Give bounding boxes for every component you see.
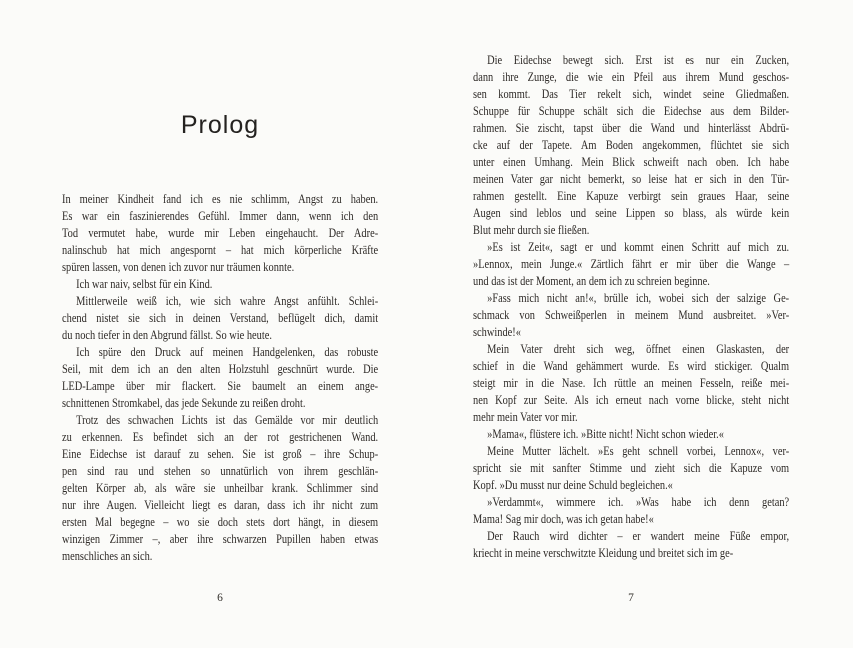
text-line: rahmen gestellt. Eine Kapuze verbirgt sein graues Haar, seine xyxy=(473,189,790,203)
paragraph xyxy=(62,344,378,412)
right-page-number: 7 xyxy=(628,592,634,604)
text-line: dann ihre Zunge, die wie ein Pfeil aus ihrem Mund geschos- xyxy=(473,70,790,84)
text-line: zu erkennen. Es befindet sich an der rot gestrichenen Wand. xyxy=(62,430,379,444)
text-line: ersten Mal begegne – wo sie doch stets dort hängt, in diesem xyxy=(62,515,379,529)
text-line: winzigen Zimmer –, aber ihre schwarzen Pupillen haben etwas xyxy=(62,532,379,546)
text-line: pen sind rau und stehen so unnatürlich von ihrem geschlän- xyxy=(62,464,379,478)
text-line: Augen sind leblos und seine Lippen so blass, als würde kein xyxy=(473,206,790,220)
paragraph xyxy=(473,494,789,528)
text-line: Kopf. »Du musst nur deine Schuld begleichen.« xyxy=(473,478,673,492)
text-line: Ich war naiv, selbst für ein Kind. xyxy=(76,277,213,291)
text-line: und das ist der Moment, an dem ich zu schreien beginne. xyxy=(473,274,710,288)
paragraph xyxy=(473,443,789,494)
text-line: meinen Vater gar nicht bemerkt, so leise hat er sich in den Tür- xyxy=(473,172,790,186)
paragraph xyxy=(62,191,378,276)
text-line: kriecht in meine verschwitzte Kleidung und breitet sich im ge- xyxy=(473,546,734,560)
text-line: Mittlerweile weiß ich, wie sich wahre Angst anfühlt. Schlei- xyxy=(76,294,379,308)
chapter-heading: Prolog xyxy=(180,111,260,139)
text-line: Eine Eidechse ist darauf zu sehen. Sie ist groß – ihre Schup- xyxy=(62,447,379,461)
text-line: Tod vermutet habe, wurde mir Leben eingehaucht. Der Adre- xyxy=(62,226,379,240)
text-line: Ich spüre den Druck auf meinen Handgelenken, das robuste xyxy=(76,345,379,359)
text-line: LED-Lampe über mir flackert. Sie baumelt an einem ange- xyxy=(62,379,379,393)
right-page-text xyxy=(473,52,789,562)
text-line: nalinschub hat mich angespornt – hat mich körperliche Kräfte xyxy=(62,243,379,257)
paragraph xyxy=(473,52,789,239)
page-right xyxy=(473,0,789,648)
text-line: spricht sie mit sanfter Stimme und zieht sich die Kapuze vom xyxy=(473,461,790,475)
paragraph xyxy=(473,426,789,443)
text-line: menschliches an sich. xyxy=(62,549,153,563)
text-line: Meine Mutter lächelt. »Es geht schnell vorbei, Lennox«, ver- xyxy=(487,444,790,458)
paragraph xyxy=(473,341,789,426)
text-line: gelten Körper ab, als wäre sie unheilbar krank. Schlimmer sind xyxy=(62,481,379,495)
text-line: spüren lassen, von denen ich zuvor nur träumen konnte. xyxy=(62,260,295,274)
paragraph xyxy=(473,528,789,562)
text-line: steigt mir in die Nase. Ich rüttle an meinen Fesseln, reiße mei- xyxy=(473,376,790,390)
text-line: »Verdammt«, wimmere ich. »Was habe ich denn getan? xyxy=(487,495,790,509)
text-line: mehr mein Vater vor mir. xyxy=(473,410,578,424)
text-line: »Mama«, flüstere ich. »Bitte nicht! Nicht schon wieder.« xyxy=(487,427,724,441)
text-line: Der Rauch wird dichter – er wandert meine Füße empor, xyxy=(487,529,790,543)
text-line: rahmen. Sie zischt, tapst über die Wand und hinterlässt Abdrü- xyxy=(473,121,790,135)
paragraph xyxy=(473,239,789,290)
left-page-number: 6 xyxy=(217,592,223,604)
text-line: Mein Vater dreht sich weg, öffnet einen Glaskasten, der xyxy=(487,342,790,356)
text-line: Mama! Sag mir doch, was ich getan habe!« xyxy=(473,512,654,526)
text-line: In meiner Kindheit fand ich es nie schlimm, Angst zu haben. xyxy=(62,192,379,206)
text-line: Blut mehr durch sie fließen. xyxy=(473,223,590,237)
text-line: sen kommt. Das Tier rekelt sich, windet seine Gliedmaßen. xyxy=(473,87,790,101)
text-line: »Es ist Zeit«, sagt er und kommt einen Schritt auf mich zu. xyxy=(487,240,790,254)
text-line: »Lennox, mein Junge.« Zärtlich fährt er mir über die Wange – xyxy=(473,257,790,271)
paragraph xyxy=(62,412,378,565)
text-line: unter einen Umhang. Mein Blick schweift nach oben. Ich habe xyxy=(473,155,790,169)
paragraph xyxy=(473,290,789,341)
text-line: schnittenen Stromkabel, das jede Sekunde zu reißen droht. xyxy=(62,396,306,410)
text-line: nen Kopf zur Seite. Als ich erneut nach vorne blicke, steht nicht xyxy=(473,393,790,407)
text-line: Seil, mit dem ich an den alten Holzstuhl geschnürt wurde. Die xyxy=(62,362,379,376)
text-line: cke auf der Tapete. Am Boden angekommen, flüchtet sie sich xyxy=(473,138,790,152)
text-line: schief in die Wand gehämmert wurde. Es wird stickiger. Qualm xyxy=(473,359,790,373)
text-line: Trotz des schwachen Lichts ist das Gemälde vor mir deutlich xyxy=(76,413,379,427)
page-left xyxy=(62,0,378,648)
paragraph xyxy=(62,293,378,344)
text-line: Es war ein faszinierendes Gefühl. Immer dann, wenn ich den xyxy=(62,209,379,223)
text-line: »Fass mich nicht an!«, brülle ich, wobei sich der salzige Ge- xyxy=(487,291,790,305)
text-line: schmack von Schweißperlen in meinem Mund ausbreitet. »Ver- xyxy=(473,308,790,322)
text-line: chend nistet sie sich in deinen Verstand, beflügelt dich, damit xyxy=(62,311,379,325)
text-line: du noch tiefer in den Abgrund fällst. So wie heute. xyxy=(62,328,272,342)
paragraph xyxy=(62,276,378,293)
text-line: Schuppe für Schuppe schält sich die Eidechse aus dem Bilder- xyxy=(473,104,790,118)
text-line: nur ihre Augen. Vielleicht liegt es daran, dass ich ihr nicht zum xyxy=(62,498,379,512)
left-page-text xyxy=(62,191,378,565)
text-line: Die Eidechse bewegt sich. Erst ist es nur ein Zucken, xyxy=(487,53,790,67)
text-line: schwinde!« xyxy=(473,325,521,339)
